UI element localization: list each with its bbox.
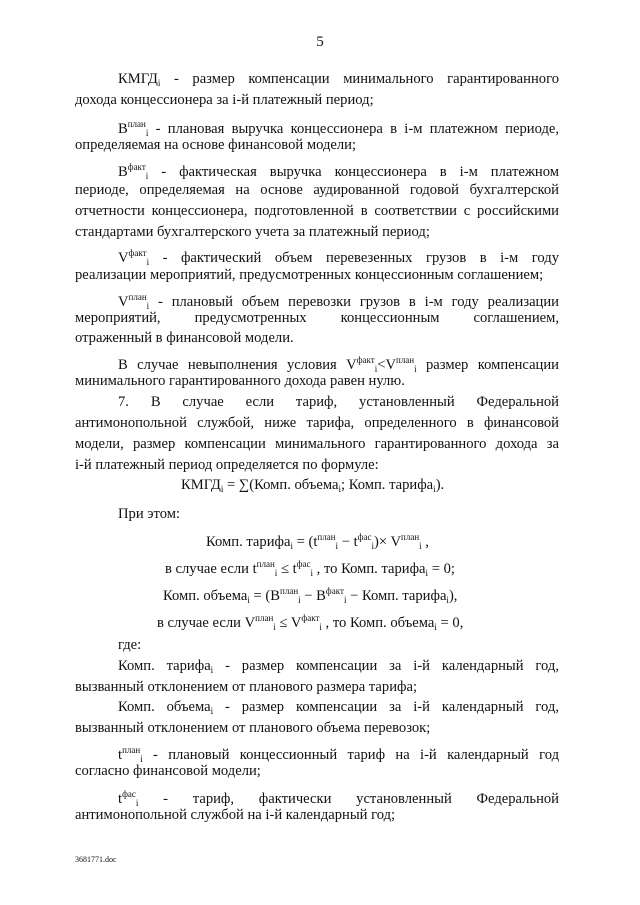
text-line: $КМГД_i$ - размер компенсации минимального гарантированного bbox=[118, 71, 559, 88]
text-line: где: bbox=[118, 637, 142, 653]
text-line: 7. В случае если тариф, установленный Федеральной bbox=[118, 394, 559, 410]
formula-main: $КМГД_i$ = ∑(Комп. объема$_i$; Комп. тарифа$_i$). bbox=[181, 477, 445, 494]
text-line: реализации мероприятий, предусмотренных концессионным соглашением; bbox=[75, 267, 544, 283]
text-line: согласно финансовой модели; bbox=[75, 763, 261, 779]
formula-line: в случае если $V^{план}_i \le V^{факт}_i$ , то Комп. объема$_i$ = 0, bbox=[157, 613, 464, 632]
text-line: антимонопольной службой на i-й календарный год; bbox=[75, 807, 396, 823]
text-line: $B^{факт}_i$ - фактическая выручка концессионера в i-м платежном bbox=[118, 162, 559, 181]
text-line: минимального гарантированного дохода равен нулю. bbox=[75, 373, 405, 389]
text-line: модели, размер компенсации минимального гарантированного дохода за bbox=[75, 436, 559, 452]
formula-line: Комп. тарифа$_i$ = $(t^{план}_i - t^{фас}_i)\times V^{план}_i$ , bbox=[206, 532, 429, 551]
text-line: При этом: bbox=[118, 506, 181, 522]
text-line: $V^{факт}_i$ - фактический объем перевезенных грузов в i-м году bbox=[118, 248, 559, 267]
text-line: стандартами бухгалтерского учета за платежный период; bbox=[75, 224, 430, 240]
page-number: 5 bbox=[316, 34, 324, 50]
text-line: $B^{план}_i$ - плановая выручка концессионера в i-м платежном периоде, bbox=[118, 119, 559, 138]
text-line: вызванный отклонением от планового размера тарифа; bbox=[75, 679, 417, 695]
text-line: отчетности концессионера, подготовленной в соответствии с российскими bbox=[75, 203, 559, 219]
text-line: Комп. объема$_i$ - размер компенсации за i-й календарный год, bbox=[118, 699, 559, 716]
formula-line: Комп. объема$_i$ = ($B^{план}_i - B^{факт}_i$ − Комп. тарифа$_i$), bbox=[163, 586, 458, 605]
text-line: $t^{фас}_i$ - тариф, фактически установленный Федеральной bbox=[118, 789, 559, 808]
text-line: В случае невыполнения условия $V^{факт}_i<V^{план}_i$ размер компенсации bbox=[118, 355, 559, 374]
text-line: отраженный в финансовой модели. bbox=[75, 330, 294, 346]
text-line: Комп. тарифа$_i$ - размер компенсации за i-й календарный год, bbox=[118, 658, 559, 675]
text-line: вызванный отклонением от планового объема перевозок; bbox=[75, 720, 431, 736]
text-line: антимонопольной службой, ниже тарифа, определенного в финансовой bbox=[75, 415, 559, 431]
text-line: определяемая на основе финансовой модели; bbox=[75, 137, 356, 153]
text-line: дохода концессионера за i-й платежный период; bbox=[75, 92, 374, 108]
text-line: мероприятий, предусмотренных концессионным соглашением, bbox=[75, 310, 559, 326]
text-line: $V^{план}_i$ - плановый объем перевозки грузов в i-м году реализации bbox=[118, 292, 559, 311]
file-footer: 3681771.doc bbox=[75, 855, 117, 864]
text-line: периоде, определяемая на основе аудированной годовой бухгалтерской bbox=[75, 182, 559, 198]
text-line: i-й платежный период определяется по формуле: bbox=[75, 457, 379, 473]
formula-line: в случае если $t^{план}_i \le t^{фас}_i$ , то Комп. тарифа$_i$ = 0; bbox=[165, 559, 455, 578]
text-line: $t^{план}_i$ - плановый концессионный тариф на i-й календарный год bbox=[118, 745, 559, 764]
